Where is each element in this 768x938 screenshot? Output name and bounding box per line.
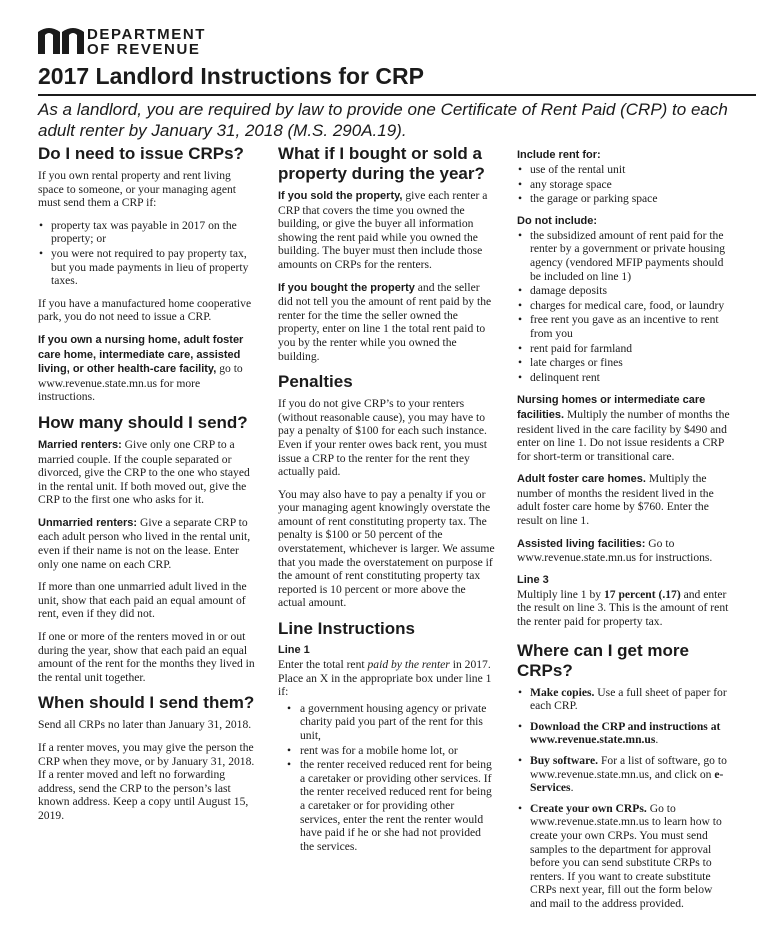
column-2 — [278, 144, 496, 862]
more-crps-heading: Where can I get more CRPs? — [517, 640, 689, 680]
line-instructions-heading: Line Instructions — [278, 619, 415, 639]
exclude-list — [517, 229, 732, 385]
penalties-paragraph-2: You may also have to pay a penalty if you or your managing agent knowingly overstate the amount of rent constituting property tax. The penalty is $100 or 50 percent of the overstatement, whichever is larger. We assume that you made the overstatement on purpose if the amount of rent constituting property tax reported is 10 percent or more above the actual amount. — [278, 487, 495, 610]
create-lead: Create your own CRPs. — [530, 801, 647, 815]
software-text: For a list of software, go to www.revenue.state.mn.us, and click on — [530, 754, 727, 781]
married-lead: Married renters: — [38, 438, 122, 451]
unmarried-paragraph — [38, 516, 256, 571]
list-item — [517, 720, 732, 747]
unmarried-text: Give a separate CRP to each adult person who lived in the rental unit, even if their name is not on the lease. Enter only one name on each CRP. — [38, 515, 251, 571]
list-item: • a government housing agency or private charity paid you part of the rent for this unit, — [278, 702, 496, 743]
penalties-heading: Penalties — [278, 372, 353, 392]
list-item: • free rent you gave as an incentive to rent from you — [517, 313, 732, 340]
nursing-paragraph — [517, 393, 732, 463]
department-wordmark — [87, 27, 206, 57]
line-1-heading: Line 1 — [278, 644, 310, 657]
line-3-paragraph — [517, 588, 732, 629]
issue-paragraph-1: If you own rental property and rent living space to someone, or your managing agent must send them a CRP if: — [38, 169, 236, 210]
bought-lead: If you bought the property — [278, 281, 415, 294]
list-item: • rent paid for farmland — [517, 342, 732, 356]
list-item: • any storage space — [517, 178, 732, 192]
column-1 — [38, 144, 256, 832]
issue-paragraph-2: If you have a manufactured home cooperative park, you do not need to issue a CRP. — [38, 296, 252, 324]
line-1-text-b: in 2017. Place an X in the appropriate box under line 1 if: — [278, 658, 492, 699]
intro-text: As a landlord, you are required by law to provide one Certificate of Rent Paid (CRP) to each adult renter by January 31, 2018 (M.S. 290A.19). — [38, 100, 728, 140]
facility-text: go to www.revenue.state.mn.us for more instructions. — [38, 362, 243, 404]
wordmark-department: DEPARTMENT — [87, 26, 207, 43]
line-3-text-b: and enter the result on line 3. This is the amount of rent the renter paid for property tax. — [517, 587, 729, 629]
list-item: • property tax was payable in 2017 on the property; or — [38, 219, 256, 246]
title-rule — [38, 94, 756, 96]
bought-paragraph — [278, 281, 496, 364]
married-text: Give only one CRP to a married couple. If the couple separated or divorced, give the CRP to the one who stayed in the rental unit. If both moved out, give the CRP to the first one who asks for it. — [38, 437, 250, 507]
facility-lead: If you own a nursing home, adult foster care home, intermediate care, assisted living, or other health-care facility, — [38, 333, 244, 376]
list-item: • the subsidized amount of rent paid for the renter by a government or private housing agency (vendored MFIP payments should be included on line 1) — [517, 229, 732, 283]
married-paragraph — [38, 438, 256, 507]
wordmark-of-revenue: OF REVENUE — [87, 41, 201, 58]
sold-text: give each renter a CRP that covers the time you owned the building, or give the buyer all information showing the rent paid while you owned the building. The buyer must then include those amounts on CRPs for the renters. — [278, 189, 488, 271]
assisted-paragraph — [517, 537, 732, 565]
line-1-paragraph — [278, 658, 496, 699]
copies-lead: Make copies. — [530, 685, 595, 699]
issue-paragraph-3 — [38, 333, 256, 404]
list-item: • charges for medical care, food, or laundry — [517, 299, 732, 313]
more-crps-list — [517, 686, 732, 911]
unmarried-lead: Unmarried renters: — [38, 516, 138, 529]
penalties-paragraph-1: If you do not give CRP’s to your renters (without reasonable cause), you may have to pay a penalty of $100 for each such instance. Even if your renter owes back rent, you must issue a CRP to the renter for the rent they actually paid. — [278, 397, 487, 479]
foster-text: Multiply the number of months the resident lived in the adult foster care home by $760. Enter the result on line 1. — [517, 472, 714, 528]
how-many-heading: How many should I send? — [38, 412, 248, 432]
sold-paragraph — [278, 189, 496, 272]
assisted-text: Go to www.revenue.state.mn.us for instructions. — [517, 536, 713, 565]
assisted-lead: Assisted living facilities: — [517, 537, 646, 550]
foster-lead: Adult foster care homes. — [517, 473, 646, 486]
list-item: • late charges or fines — [517, 356, 732, 370]
line-1-text-a: Enter the total rent — [278, 658, 368, 672]
download-lead: Download the CRP and instructions at www.revenue.state.mn.us — [530, 719, 721, 747]
issue-bullet-list — [38, 219, 256, 288]
list-item: • damage deposits — [517, 284, 732, 298]
list-item — [517, 754, 732, 795]
page-title: 2017 Landlord Instructions for CRP — [38, 63, 424, 89]
line-3-heading: Line 3 — [517, 573, 549, 586]
list-item: • rent was for a mobile home lot, or — [278, 744, 496, 758]
line-1-text-italic: paid by the renter — [367, 658, 450, 672]
list-item: • the garage or parking space — [517, 192, 732, 206]
list-item — [517, 802, 732, 911]
line-3-text-a: Multiply line 1 by — [517, 587, 604, 601]
line-3-percent: 17 percent (.17) — [603, 587, 681, 601]
create-text: Go to www.revenue.state.mn.us to learn how to create your own CRPs. You must send samples to the department for approval before you can send substitute CRPs to renters. If you want to create substitute CRPs next year, fill out the form below and mail to the address provided. — [530, 801, 722, 910]
when-paragraph-1: Send all CRPs no later than January 31, 2018. — [38, 718, 252, 732]
how-many-paragraph-4: If one or more of the renters moved in or out during the year, show that each paid an equal amount of the rent for the months they lived in the rental unit together. — [38, 630, 255, 684]
exclude-heading: Do not include: — [517, 214, 598, 227]
list-item: • the renter received reduced rent for being a caretaker or providing other services. If the renter received reduced rent for being a caretaker or for providing other services, enter the rent the renter would have paid if he or she had not provided the services. — [278, 758, 496, 853]
nursing-text: Multiply the number of months the resident lived in the care facility by $490 and enter on line 1. Do not issue residents a CRP for short-term or transitional care. — [517, 407, 730, 463]
software-lead: Buy software. — [530, 754, 599, 767]
mn-logo-icon — [38, 28, 84, 54]
foster-paragraph — [517, 472, 732, 527]
include-heading: Include rent for: — [517, 149, 601, 161]
download-text: . — [655, 733, 659, 747]
sold-lead: If you sold the property, — [278, 190, 403, 202]
nursing-lead: Nursing homes or intermediate care facilities. — [517, 394, 706, 421]
list-item: • use of the rental unit — [517, 163, 732, 177]
line-1-bullet-list — [278, 702, 496, 854]
how-many-paragraph-3: If more than one unmarried adult lived in the unit, show that each paid an equal amount of rent, even if they did not. — [38, 580, 247, 621]
copies-text: Use a full sheet of paper for each CRP. — [530, 685, 727, 713]
list-item: • delinquent rent — [517, 371, 732, 385]
when-heading: When should I send them? — [38, 693, 255, 713]
include-list — [517, 163, 732, 206]
when-paragraph-2: If a renter moves, you may give the person the CRP when they move, or by January 31, 2018. If a renter moved and left no forwarding address, send the CRP to the person’s last known address. Keep a copy until August 15, 2019. — [38, 741, 255, 822]
bought-sold-heading: What if I bought or sold a property during the year? — [278, 144, 485, 183]
bought-text: and the seller did not tell you the amount of rent paid by the renter for the time the seller owned the property, enter on line 1 the total rent paid to you by the renter while you owned the building. — [278, 280, 492, 363]
issue-heading: Do I need to issue CRPs? — [38, 144, 244, 163]
list-item — [517, 686, 732, 713]
software-tail: . — [570, 781, 574, 795]
eservices-link: e-Services — [530, 767, 724, 795]
list-item: • you were not required to pay property tax, but you made payments in lieu of property taxes. — [38, 247, 256, 288]
column-3 — [517, 149, 732, 920]
